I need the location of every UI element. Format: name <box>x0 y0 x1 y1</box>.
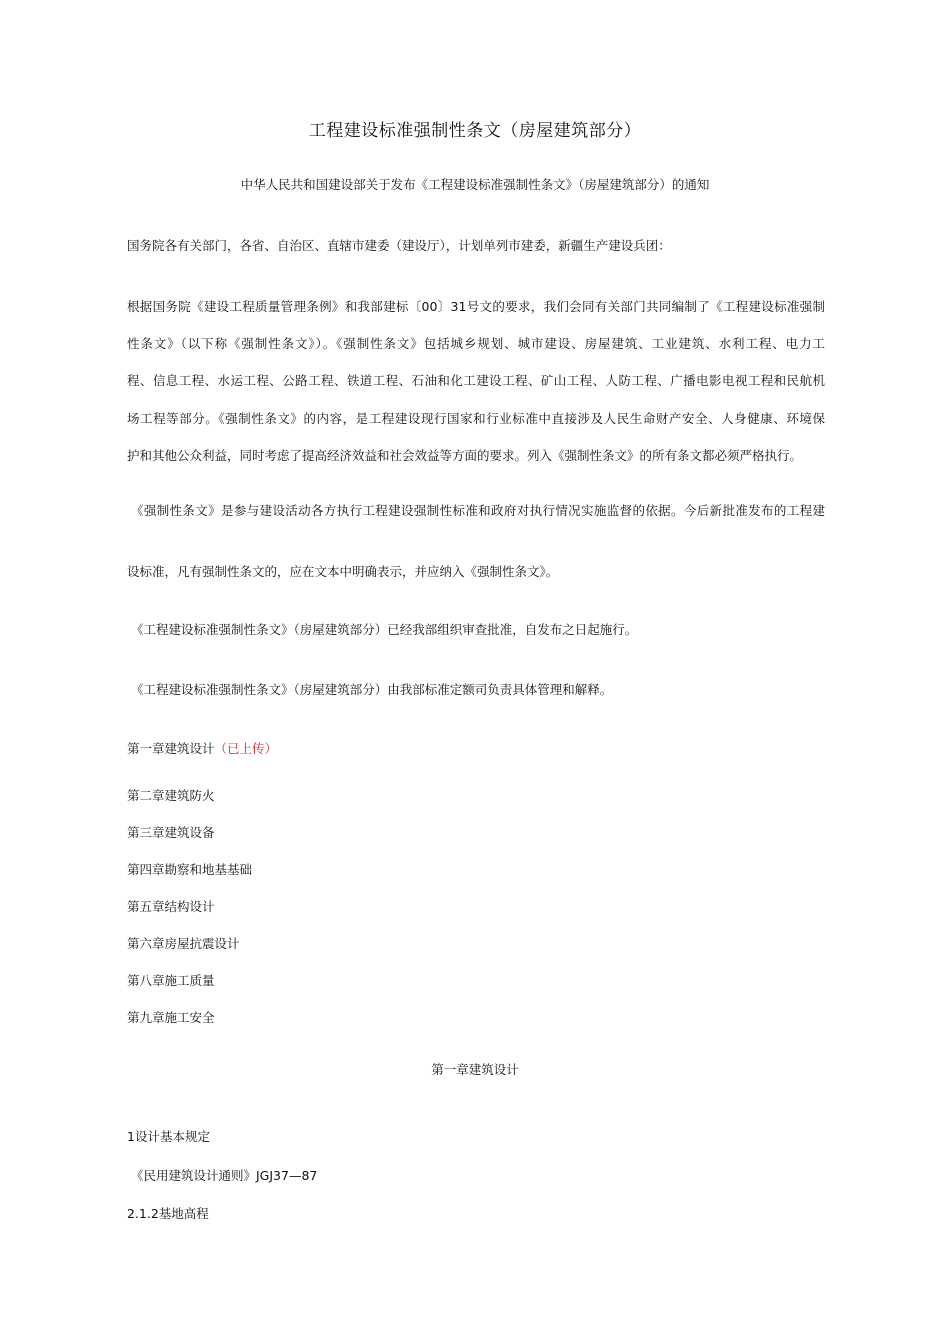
code-reference: 《民用建筑设计通则》JGJ37—87 <box>131 1168 318 1183</box>
toc-item-chapter-5[interactable]: 第五章结构设计 <box>127 899 215 914</box>
toc-item-chapter-9[interactable]: 第九章施工安全 <box>127 1010 215 1025</box>
chapter-1-heading: 第一章建筑设计 <box>431 1062 519 1077</box>
toc-chapter-1-label: 第一章建筑设计 <box>127 741 215 756</box>
section-1-heading: 1设计基本规定 <box>127 1129 210 1144</box>
toc-item-chapter-6[interactable]: 第六章房屋抗震设计 <box>127 936 240 951</box>
uploaded-note: （已上传） <box>214 741 278 756</box>
toc-item-chapter-3[interactable]: 第三章建筑设备 <box>127 825 215 840</box>
para2-line-1: 《强制性条文》是参与建设活动各方执行工程建设强制性标准和政府对执行情况实施监督的依据。今后新批准发布的工程建 <box>131 503 825 518</box>
para1-line-3: 程、信息工程、水运工程、公路工程、铁道工程、石油和化工建设工程、矿山工程、人防工程、广播电影电视工程和民航机 <box>127 373 825 388</box>
toc-item-chapter-8[interactable]: 第八章施工质量 <box>127 973 215 988</box>
para1-line-1: 根据国务院《建设工程质量管理条例》和我部建标〔00〕31号文的要求，我们会同有关部门共同编制了《工程建设标准强制 <box>127 299 825 314</box>
toc-item-chapter-1[interactable] <box>127 741 827 757</box>
para3-line: 《工程建设标准强制性条文》（房屋建筑部分）已经我部组织审查批准，自发布之日起施行。 <box>131 622 638 637</box>
document-subtitle: 中华人民共和国建设部关于发布《工程建设标准强制性条文》（房屋建筑部分）的通知 <box>240 177 710 192</box>
para1-line-4: 场工程等部分。《强制性条文》的内容，是工程建设现行国家和行业标准中直接涉及人民生命财产安全、人身健康、环境保 <box>127 411 825 426</box>
para4-line: 《工程建设标准强制性条文》（房屋建筑部分）由我部标准定额司负责具体管理和解释。 <box>131 682 613 697</box>
document-title: 工程建设标准强制性条文（房屋建筑部分） <box>308 121 642 141</box>
para1-line-5: 护和其他公众利益，同时考虑了提高经济效益和社会效益等方面的要求。列入《强制性条文》的所有条文都必须严格执行。 <box>127 448 803 463</box>
toc-item-chapter-4[interactable]: 第四章勘察和地基基础 <box>127 862 253 877</box>
addressee-line: 国务院各有关部门，各省、自治区、直辖市建委（建设厅），计划单列市建委，新疆生产建设兵团： <box>127 238 671 253</box>
para1-line-2: 性条文》（以下称《强制性条文》）。《强制性条文》包括城乡规划、城市建设、房屋建筑、工业建筑、水利工程、电力工 <box>127 336 825 351</box>
para2-line-2: 设标准，凡有强制性条文的，应在文本中明确表示，并应纳入《强制性条文》。 <box>127 564 559 579</box>
clause-heading: 2.1.2基地高程 <box>127 1206 209 1221</box>
toc-item-chapter-2[interactable]: 第二章建筑防火 <box>127 788 215 803</box>
